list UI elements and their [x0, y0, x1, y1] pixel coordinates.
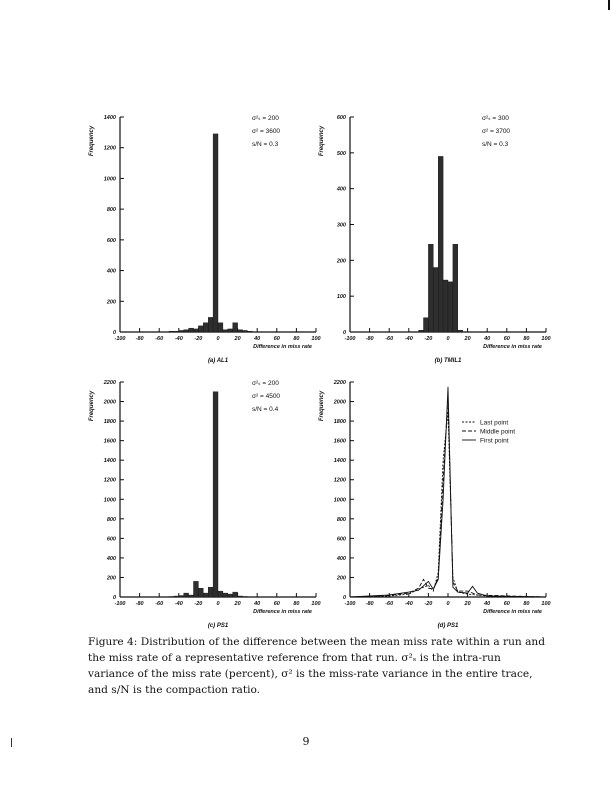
- histogram-bar: [247, 331, 252, 332]
- stats-annotation: σ² = 3700: [482, 128, 511, 135]
- y-tick-label: 1000: [103, 497, 116, 504]
- y-tick-label: 400: [106, 268, 116, 275]
- x-tick-label: 80: [293, 601, 300, 607]
- x-axis-label: Difference in miss rate: [483, 609, 542, 615]
- y-tick-label: 1600: [103, 438, 116, 445]
- y-tick-label: 1000: [103, 176, 116, 183]
- histogram-bar: [228, 329, 233, 332]
- histogram-bar: [169, 331, 174, 332]
- histogram-bar: [433, 268, 438, 333]
- panel-label: (a) AL1: [207, 358, 229, 364]
- stats-annotation: s/N = 0.3: [482, 141, 509, 148]
- x-tick-label: -60: [155, 601, 164, 607]
- x-tick-label: -80: [135, 601, 144, 607]
- x-tick-label: -100: [114, 336, 126, 342]
- histogram-bar: [203, 593, 208, 597]
- histogram-bar: [443, 280, 448, 332]
- stats-annotation: s/N = 0.3: [252, 141, 279, 148]
- histogram-bar: [238, 330, 243, 332]
- x-tick-label: -60: [155, 336, 164, 342]
- x-tick-label: 80: [523, 601, 530, 607]
- x-tick-label: 20: [464, 336, 471, 342]
- x-tick-label: -20: [424, 336, 433, 342]
- corner-mark: [608, 0, 610, 10]
- histogram-bar: [203, 323, 208, 332]
- histogram-bar: [208, 587, 213, 597]
- x-tick-label: -100: [344, 336, 356, 342]
- x-tick-label: 60: [273, 336, 280, 342]
- histogram-bar: [223, 593, 228, 597]
- legend-label: First point: [480, 437, 509, 445]
- y-tick-label: 1800: [333, 419, 346, 426]
- x-tick-label: 20: [234, 336, 241, 342]
- y-tick-label: 800: [336, 516, 346, 523]
- y-tick-label: 400: [106, 555, 116, 562]
- stats-annotation: σ²ₛ = 300: [482, 115, 509, 122]
- y-tick-label: 400: [336, 186, 346, 193]
- x-tick-label: -100: [344, 601, 356, 607]
- x-tick-label: 60: [273, 601, 280, 607]
- histogram-bar: [218, 323, 223, 332]
- histogram-bar: [179, 330, 184, 332]
- y-tick-label: 0: [342, 595, 346, 601]
- x-tick-label: 40: [484, 601, 491, 607]
- stats-annotation: σ² = 3600: [252, 128, 281, 135]
- x-tick-label: -80: [135, 336, 144, 342]
- y-tick-label: 800: [106, 207, 116, 214]
- y-tick-label: 0: [112, 330, 116, 336]
- histogram-bar: [179, 596, 184, 597]
- y-tick-label: 1400: [103, 458, 116, 465]
- series-line-1: [350, 411, 546, 597]
- x-tick-label: 0: [216, 601, 220, 607]
- x-tick-label: -60: [385, 601, 394, 607]
- x-tick-label: -60: [385, 336, 394, 342]
- panel-label: (d) PS1: [437, 623, 459, 629]
- line-plot-ps1: [300, 370, 550, 635]
- histogram-bar: [174, 331, 179, 332]
- panel-label: (c) PS1: [207, 623, 229, 629]
- y-tick-label: 200: [336, 575, 346, 582]
- y-tick-label: 0: [112, 595, 116, 601]
- histogram-bar: [223, 330, 228, 332]
- y-tick-label: 2000: [103, 399, 116, 406]
- x-tick-label: 100: [311, 336, 321, 342]
- y-tick-label: 600: [336, 536, 346, 543]
- histogram-bar: [174, 596, 179, 597]
- y-axis-label: Frequency: [319, 390, 325, 422]
- x-tick-label: -100: [114, 601, 126, 607]
- x-tick-label: -80: [365, 336, 374, 342]
- x-tick-label: 80: [523, 336, 530, 342]
- histogram-bar: [198, 588, 203, 597]
- x-axis-label: Difference in miss rate: [253, 609, 312, 615]
- x-tick-label: -20: [194, 336, 203, 342]
- legend-label: Middle point: [480, 428, 516, 436]
- histogram-bar: [448, 282, 453, 332]
- stats-annotation: σ²ₛ = 200: [252, 380, 279, 387]
- histogram-bar: [184, 330, 189, 332]
- stats-annotation: σ² = 4500: [252, 393, 281, 400]
- y-tick-label: 1600: [333, 438, 346, 445]
- x-tick-label: -40: [174, 601, 183, 607]
- y-tick-label: 2200: [333, 380, 346, 386]
- x-tick-label: -40: [404, 336, 413, 342]
- x-tick-label: -80: [365, 601, 374, 607]
- histogram-bar: [428, 244, 433, 332]
- y-tick-label: 1000: [333, 497, 346, 504]
- x-tick-label: 40: [254, 601, 261, 607]
- y-tick-label: 2000: [333, 399, 346, 406]
- x-tick-label: 100: [541, 601, 551, 607]
- chart-svg: [300, 370, 550, 635]
- x-tick-label: 100: [541, 336, 551, 342]
- histogram-bar: [458, 330, 463, 332]
- y-tick-label: 100: [336, 294, 346, 301]
- y-tick-label: 500: [336, 150, 346, 157]
- histogram-bar: [213, 392, 218, 597]
- x-tick-label: 80: [293, 336, 300, 342]
- y-tick-label: 800: [106, 516, 116, 523]
- chart-svg: [70, 105, 320, 370]
- stats-annotation: σ²ₛ = 200: [252, 115, 279, 122]
- histogram-ps1: [70, 370, 320, 635]
- y-tick-label: 1200: [333, 477, 346, 484]
- histogram-bar: [228, 594, 233, 597]
- legend: [462, 420, 515, 445]
- x-tick-label: 0: [216, 336, 220, 342]
- x-tick-label: 20: [464, 601, 471, 607]
- figure-caption: Figure 4: Distribution of the difference between the mean miss rate within a run and the miss rate of a representative reference from that run. σ²ₛ is the intra-run variance of the miss rate (percent), σ² is the miss-rate variance in the entire trace, and s/N is the compaction ratio.: [88, 636, 546, 696]
- histogram-tmil1: [300, 105, 550, 370]
- histogram-bar: [184, 593, 189, 597]
- series-line-3: [350, 387, 546, 597]
- chart-svg: [300, 105, 550, 370]
- x-tick-label: 60: [503, 336, 510, 342]
- y-axis-label: Frequency: [319, 125, 325, 157]
- x-tick-label: 40: [484, 336, 491, 342]
- histogram-bar: [453, 244, 458, 332]
- histogram-bar: [233, 323, 238, 332]
- x-tick-label: 20: [234, 601, 241, 607]
- histogram-bar: [424, 318, 429, 332]
- stats-annotation: s/N = 0.4: [252, 406, 279, 413]
- y-tick-label: 0: [342, 330, 346, 336]
- y-tick-label: 2200: [103, 380, 116, 386]
- x-tick-label: -40: [404, 601, 413, 607]
- y-tick-label: 200: [106, 299, 116, 306]
- histogram-bar: [194, 329, 199, 332]
- page-number: 9: [302, 735, 310, 748]
- chart-svg: [70, 370, 320, 635]
- y-axis-label: Frequency: [89, 390, 95, 422]
- histogram-bar: [189, 328, 194, 332]
- legend-label: Last point: [480, 419, 509, 427]
- y-tick-label: 1400: [333, 458, 346, 465]
- y-tick-label: 200: [106, 575, 116, 582]
- histogram-bar: [419, 330, 424, 332]
- series-line-2: [350, 397, 546, 597]
- histogram-bar: [189, 595, 194, 597]
- histogram-al1: [70, 105, 320, 370]
- y-tick-label: 300: [336, 222, 346, 229]
- histogram-bar: [438, 156, 443, 332]
- y-tick-label: 400: [336, 555, 346, 562]
- histogram-bar: [218, 591, 223, 597]
- histogram-bar: [194, 581, 199, 597]
- x-tick-label: 100: [311, 601, 321, 607]
- x-tick-label: 0: [446, 336, 450, 342]
- y-tick-label: 200: [336, 258, 346, 265]
- x-tick-label: -20: [424, 601, 433, 607]
- x-tick-label: -20: [194, 601, 203, 607]
- histogram-bar: [238, 596, 243, 597]
- y-tick-label: 1200: [103, 477, 116, 484]
- x-tick-label: 0: [446, 601, 450, 607]
- y-tick-label: 1200: [103, 145, 116, 152]
- panel-label: (b) TMIL1: [434, 358, 462, 364]
- x-tick-label: 60: [503, 601, 510, 607]
- histogram-bar: [243, 330, 248, 332]
- x-axis-label: Difference in miss rate: [253, 344, 312, 350]
- histogram-bar: [213, 134, 218, 332]
- y-axis-label: Frequency: [89, 125, 95, 157]
- y-tick-label: 1800: [103, 419, 116, 426]
- y-tick-label: 600: [336, 115, 346, 121]
- x-axis-label: Difference in miss rate: [483, 344, 542, 350]
- y-tick-label: 600: [106, 237, 116, 244]
- y-tick-label: 1400: [103, 115, 116, 121]
- x-tick-label: -40: [174, 336, 183, 342]
- y-tick-label: 600: [106, 536, 116, 543]
- histogram-bar: [208, 317, 213, 332]
- histogram-bar: [198, 326, 203, 332]
- x-tick-label: 40: [254, 336, 261, 342]
- histogram-bar: [233, 592, 238, 597]
